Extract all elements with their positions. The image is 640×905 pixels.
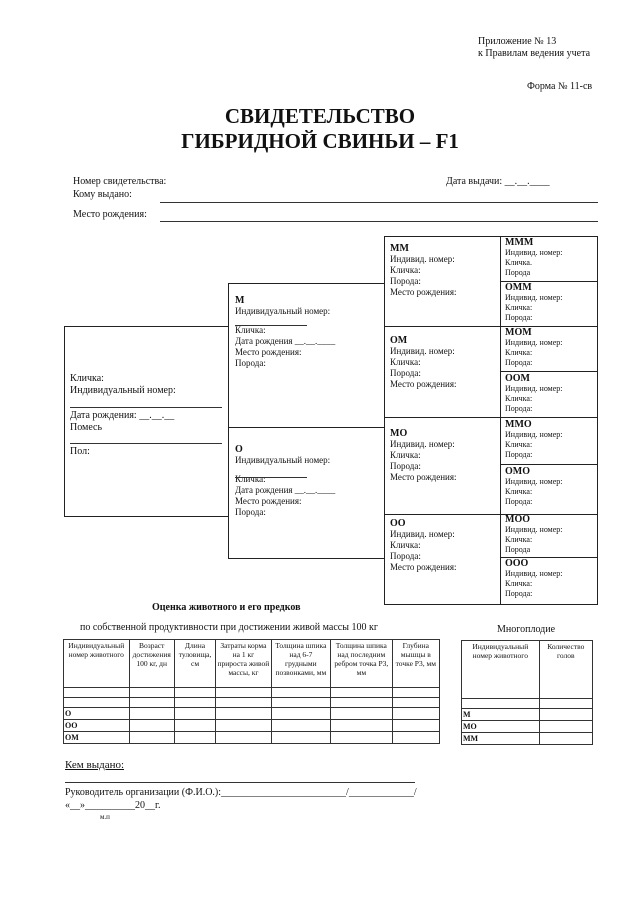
ggp-mom-text	[505, 328, 563, 368]
ggp-mmm-l2: Кличка.	[505, 258, 532, 267]
parent-o-l3: Дата рождения __.__.____	[235, 485, 336, 495]
ggp-mom-code: МОМ	[505, 327, 532, 338]
ggp-omm-text	[505, 283, 563, 323]
gp-oo-text	[390, 518, 457, 573]
issue-date-label: Дата выдачи: __.__.____	[446, 176, 550, 187]
ggp-mom-l1: Индивид. номер:	[505, 338, 563, 347]
parent-o-line	[235, 477, 307, 478]
ggp-mmm-l3: Порода	[505, 268, 531, 277]
birthplace-label: Место рождения:	[73, 209, 147, 220]
row-label: ОО	[64, 720, 130, 732]
table-row	[462, 709, 593, 721]
ggp-mmm-code: МММ	[505, 237, 534, 248]
ggp-omo-code: ОМО	[505, 466, 530, 477]
ggp-omo-l2: Кличка:	[505, 487, 533, 496]
ggp-ooo-text	[505, 559, 563, 599]
evaluation-title: Оценка животного и его предков	[152, 602, 301, 613]
fert-header-cell: Количество голов	[539, 641, 592, 699]
gp-mm-l1: Индивид. номер:	[390, 254, 455, 264]
gp-mm-text	[390, 243, 457, 298]
cert-number-label: Номер свидетельства:	[73, 176, 167, 187]
parent-o-l1: Индивидуальный номер:	[235, 455, 331, 465]
gp-mm-code: ММ	[390, 243, 409, 254]
ggp-omo-l3: Порода:	[505, 497, 533, 506]
ggp-omm-code: ОММ	[505, 282, 532, 293]
row-label	[64, 688, 130, 698]
ggp-mmm-text	[505, 238, 563, 278]
issued-to-line	[160, 202, 598, 203]
row-label: ОМ	[64, 732, 130, 744]
gp-mo-code: МО	[390, 428, 408, 439]
ggp-oom-l3: Порода:	[505, 404, 533, 413]
gp-mm-l3: Порода:	[390, 276, 421, 286]
gp-om-l4: Место рождения:	[390, 379, 457, 389]
gp-oo-l3: Порода:	[390, 551, 421, 561]
ggp-moo-code: МОО	[505, 514, 530, 525]
issued-by-label: Кем выдано:	[65, 759, 125, 771]
ggp-ooo-l1: Индивид. номер:	[505, 569, 563, 578]
table-row	[462, 699, 593, 709]
row-label: О	[64, 708, 130, 720]
fertility-header-row	[462, 641, 593, 699]
ggp-oom-text	[505, 374, 563, 414]
parent-m-l2: Кличка:	[235, 325, 266, 335]
ggp-oom-l1: Индивид. номер:	[505, 384, 563, 393]
eval-header-cell: Затраты корма на 1 кг прироста живой массы, кг	[216, 640, 271, 688]
gp-om-text	[390, 335, 457, 390]
animal-line-1	[70, 407, 222, 408]
ggp-moo-l2: Кличка:	[505, 535, 533, 544]
sign-date: «__»__________20__г.	[65, 800, 161, 811]
gp-oo-l1: Индивид. номер:	[390, 529, 455, 539]
ggp-oom-l2: Кличка:	[505, 394, 533, 403]
ggp-omo-l1: Индивид. номер:	[505, 477, 563, 486]
ggp-mmo-l2: Кличка:	[505, 440, 533, 449]
ggp-mmm-l1: Индивид. номер:	[505, 248, 563, 257]
parent-o-l2: Кличка:	[235, 474, 266, 484]
animal-birth-date: Дата рождения: __.__.__	[70, 410, 175, 421]
gp-mo-l3: Порода:	[390, 461, 421, 471]
row-label	[462, 699, 540, 709]
birthplace-line	[160, 221, 598, 222]
gp-oo-l2: Кличка:	[390, 540, 421, 550]
fertility-table	[461, 640, 593, 745]
ggp-mmo-code: ММО	[505, 419, 532, 430]
parent-o-code: О	[235, 444, 243, 455]
gp-oo-code: ОО	[390, 518, 406, 529]
gp-om-l1: Индивид. номер:	[390, 346, 455, 356]
gp-om-code: ОМ	[390, 335, 408, 346]
eval-header-cell: Толщина шпика над последним ребром точка Р3, мм	[331, 640, 392, 688]
ggp-omm-l1: Индивид. номер:	[505, 293, 563, 302]
eval-header-cell: Возраст достижения 100 кг, дн	[129, 640, 174, 688]
ggp-mmo-l1: Индивид. номер:	[505, 430, 563, 439]
row-label	[64, 698, 130, 708]
animal-ind-number: Индивидуальный номер:	[70, 385, 176, 396]
issued-to-label: Кому выдано:	[73, 189, 132, 200]
form-number: Форма № 11-св	[527, 81, 593, 92]
parent-m-l1: Индивидуальный номер:	[235, 306, 331, 316]
eval-header-cell: Глубина мышцы в точке Р3, мм	[392, 640, 439, 688]
row-label: ММ	[462, 733, 540, 745]
ggp-ooo-l3: Порода:	[505, 589, 533, 598]
parent-m-l3: Дата рождения __.__.____	[235, 336, 336, 346]
fertility-title: Многоплодие	[497, 624, 556, 635]
ggp-mmo-text	[505, 420, 563, 460]
table-row	[462, 733, 593, 745]
ggp-ooo-code: ООО	[505, 558, 529, 569]
ggp-omm-l3: Порода:	[505, 313, 533, 322]
table-row	[64, 720, 440, 732]
parent-m-l4: Место рождения:	[235, 347, 302, 357]
fert-header-cell: Индивидуальный номер животного	[462, 641, 540, 699]
ggp-mom-l3: Порода:	[505, 358, 533, 367]
table-row	[64, 688, 440, 698]
animal-sex: Пол:	[70, 446, 90, 457]
gp-mo-l2: Кличка:	[390, 450, 421, 460]
animal-cross: Помесь	[70, 422, 103, 433]
parent-o-l5: Порода:	[235, 507, 266, 517]
evaluation-header-row	[64, 640, 440, 688]
ggp-moo-l1: Индивид. номер:	[505, 525, 563, 534]
table-row	[64, 732, 440, 744]
gp-om-l3: Порода:	[390, 368, 421, 378]
parent-m-code: М	[235, 295, 245, 306]
gp-mo-l1: Индивид. номер:	[390, 439, 455, 449]
rules-label: к Правилам ведения учета	[478, 48, 591, 59]
eval-header-cell: Индивидуальный номер животного	[64, 640, 130, 688]
gp-oo-l4: Место рождения:	[390, 562, 457, 572]
parent-o-l4: Место рождения:	[235, 496, 302, 506]
gp-om-l2: Кличка:	[390, 357, 421, 367]
row-label: МО	[462, 721, 540, 733]
issued-by-line	[65, 782, 415, 783]
parent-m-line	[235, 325, 307, 326]
head-signature-line: Руководитель организации (Ф.И.О.):_________________________/_____________/	[65, 787, 417, 798]
evaluation-table	[63, 639, 440, 744]
gp-mo-text	[390, 428, 457, 483]
table-row	[64, 698, 440, 708]
title-line-2: ГИБРИДНОЙ СВИНЬИ – F1	[181, 129, 459, 153]
gp-mo-l4: Место рождения:	[390, 472, 457, 482]
row-label: М	[462, 709, 540, 721]
parent-m-l5: Порода:	[235, 358, 266, 368]
ggp-mom-l2: Кличка:	[505, 348, 533, 357]
parent-m-text	[235, 295, 335, 369]
ggp-ooo-l2: Кличка:	[505, 579, 533, 588]
appendix-label: Приложение № 13	[478, 36, 557, 47]
eval-header-cell: Длина туловища, см	[174, 640, 215, 688]
ggp-mmo-l3: Порода:	[505, 450, 533, 459]
page-title	[0, 104, 640, 154]
ggp-omo-text	[505, 467, 563, 507]
table-row	[64, 708, 440, 720]
gp-mm-l4: Место рождения:	[390, 287, 457, 297]
animal-nickname: Кличка:	[70, 373, 104, 384]
evaluation-subtitle: по собственной продуктивности при достижении живой массы 100 кг	[80, 622, 378, 633]
eval-header-cell: Толщина шпика над 6-7 грудными позвонками, мм	[271, 640, 330, 688]
ggp-oom-code: ООМ	[505, 373, 530, 384]
stamp-place: м.п	[100, 813, 110, 821]
gp-mm-l2: Кличка:	[390, 265, 421, 275]
title-line-1: СВИДЕТЕЛЬСТВО	[224, 104, 416, 128]
table-row	[462, 721, 593, 733]
parent-o-text	[235, 444, 335, 518]
ggp-moo-l3: Порода	[505, 545, 531, 554]
animal-line-2	[70, 443, 222, 444]
ggp-omm-l2: Кличка:	[505, 303, 533, 312]
ggp-moo-text	[505, 515, 563, 555]
